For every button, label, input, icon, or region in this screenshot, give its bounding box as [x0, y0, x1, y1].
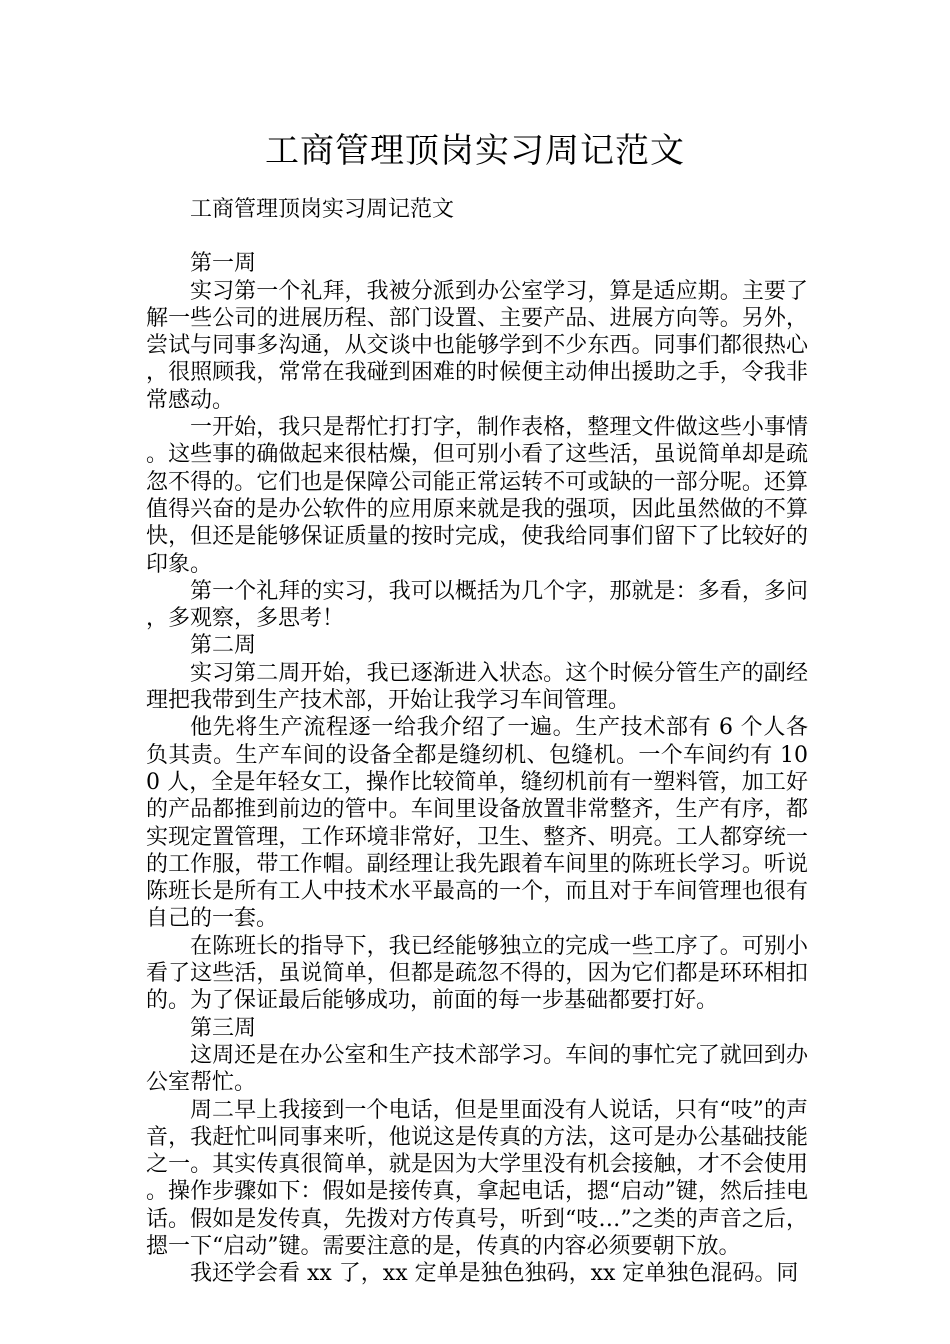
- body-paragraph: 这周还是在办公室和生产技术部学习。车间的事忙完了就回到办公室帮忙。: [146, 1042, 808, 1096]
- body-paragraph: 周二早上我接到一个电话，但是里面没有人说话，只有“吱”的声音，我赶忙叫同事来听，他说这是传真的方法，这可是办公基础技能之一。其实传真很简单，就是因为大学里没有机会接触，才不会使用。操作步骤如下：假如是接传真，拿起电话，摁“启动”键，然后挂电话。假如是发传真，先拨对方传真号，听到“吱…”之类的声音之后，摁一下“启动”键。需要注意的是，传真的内容必须要朝下放。: [146, 1097, 808, 1259]
- document-title: 工商管理顶岗实习周记范文: [265, 131, 685, 171]
- body-paragraph: 实习第二周开始，我已逐渐进入状态。这个时候分管生产的副经理把我带到生产技术部，开始让我学习车间管理。: [146, 660, 808, 714]
- week-heading: 第一周: [190, 251, 257, 277]
- document-subtitle: 工商管理顶岗实习周记范文: [190, 197, 455, 222]
- body-paragraph: 一开始，我只是帮忙打打字，制作表格，整理文件做这些小事情。这些事的确做起来很枯燥，但可别小看了这些活，虽说简单却是疏忽不得的。它们也是保障公司能正常运转不可或缺的一部分呢。还算值得兴奋的是办公软件的应用原来就是我的强项，因此虽然做的不算快，但还是能够保证质量的按时完成，使我给同事们留下了比较好的印象。: [146, 415, 808, 577]
- body-paragraph: 实习第一个礼拜，我被分派到办公室学习，算是适应期。主要了解一些公司的进展历程、部门设置、主要产品、进展方向等。另外，尝试与同事多沟通，从交谈中也能够学到不少东西。同事们都很热心，很照顾我，常常在我碰到困难的时候便主动伸出援助之手，令我非常感动。: [146, 278, 808, 413]
- document-body: [146, 196, 808, 1288]
- body-paragraph: 第一个礼拜的实习，我可以概括为几个字，那就是：多看，多问，多观察，多思考！: [146, 578, 808, 632]
- body-paragraph: 在陈班长的指导下，我已经能够独立的完成一些工序了。可别小看了这些活，虽说简单，但都是疏忽不得的，因为它们都是环环相扣的。为了保证最后能够成功，前面的每一步基础都要打好。: [146, 933, 808, 1014]
- body-paragraph: 他先将生产流程逐一给我介绍了一遍。生产技术部有 6 个人各负其责。生产车间的设备全都是缝纫机、包缝机。一个车间约有 100 人，全是年轻女工，操作比较简单，缝纫机前有一塑料管，加工好的产品都推到前边的管中。车间里设备放置非常整齐，生产有序，都实现定置管理，工作环境非常好，卫生、整齐、明亮。工人都穿统一的工作服，带工作帽。副经理让我先跟着车间里的陈班长学习。听说陈班长是所有工人中技术水平最高的一个，而且对于车间管理也很有自己的一套。: [146, 715, 808, 932]
- week-heading: 第三周: [190, 1015, 257, 1041]
- body-paragraph: 我还学会看 xx 了，xx 定单是独色独码，xx 定单独色混码。同: [190, 1261, 799, 1287]
- week-heading: 第二周: [190, 633, 257, 659]
